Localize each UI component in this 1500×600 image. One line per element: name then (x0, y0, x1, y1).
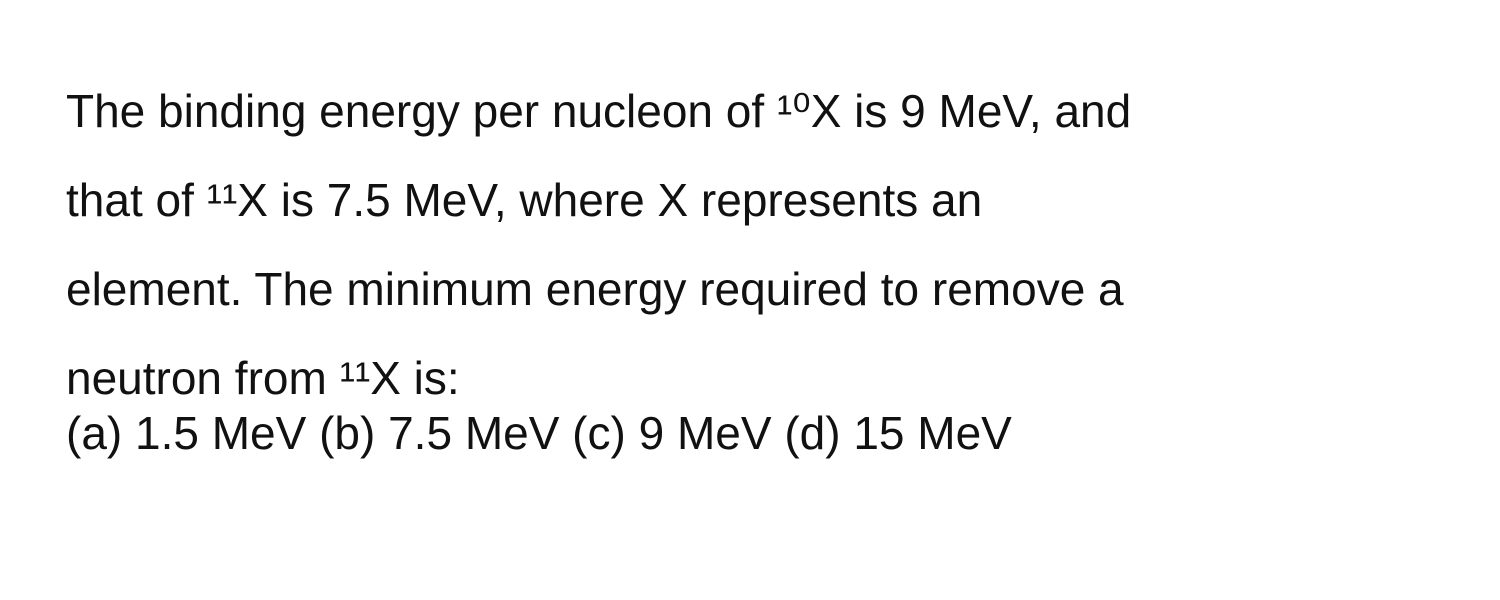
question-block (66, 85, 1466, 459)
answer-options: (a) 1.5 MeV (b) 7.5 MeV (c) 9 MeV (d) 15 MeV (66, 407, 1012, 459)
question-line-4: neutron from ¹¹X is: (66, 352, 460, 404)
question-line-3: element. The minimum energy required to remove a (66, 263, 1124, 315)
question-line-2: that of ¹¹X is 7.5 MeV, where X represents an (66, 174, 983, 226)
question-line-1: The binding energy per nucleon of ¹⁰X is 9 MeV, and (66, 85, 1132, 137)
